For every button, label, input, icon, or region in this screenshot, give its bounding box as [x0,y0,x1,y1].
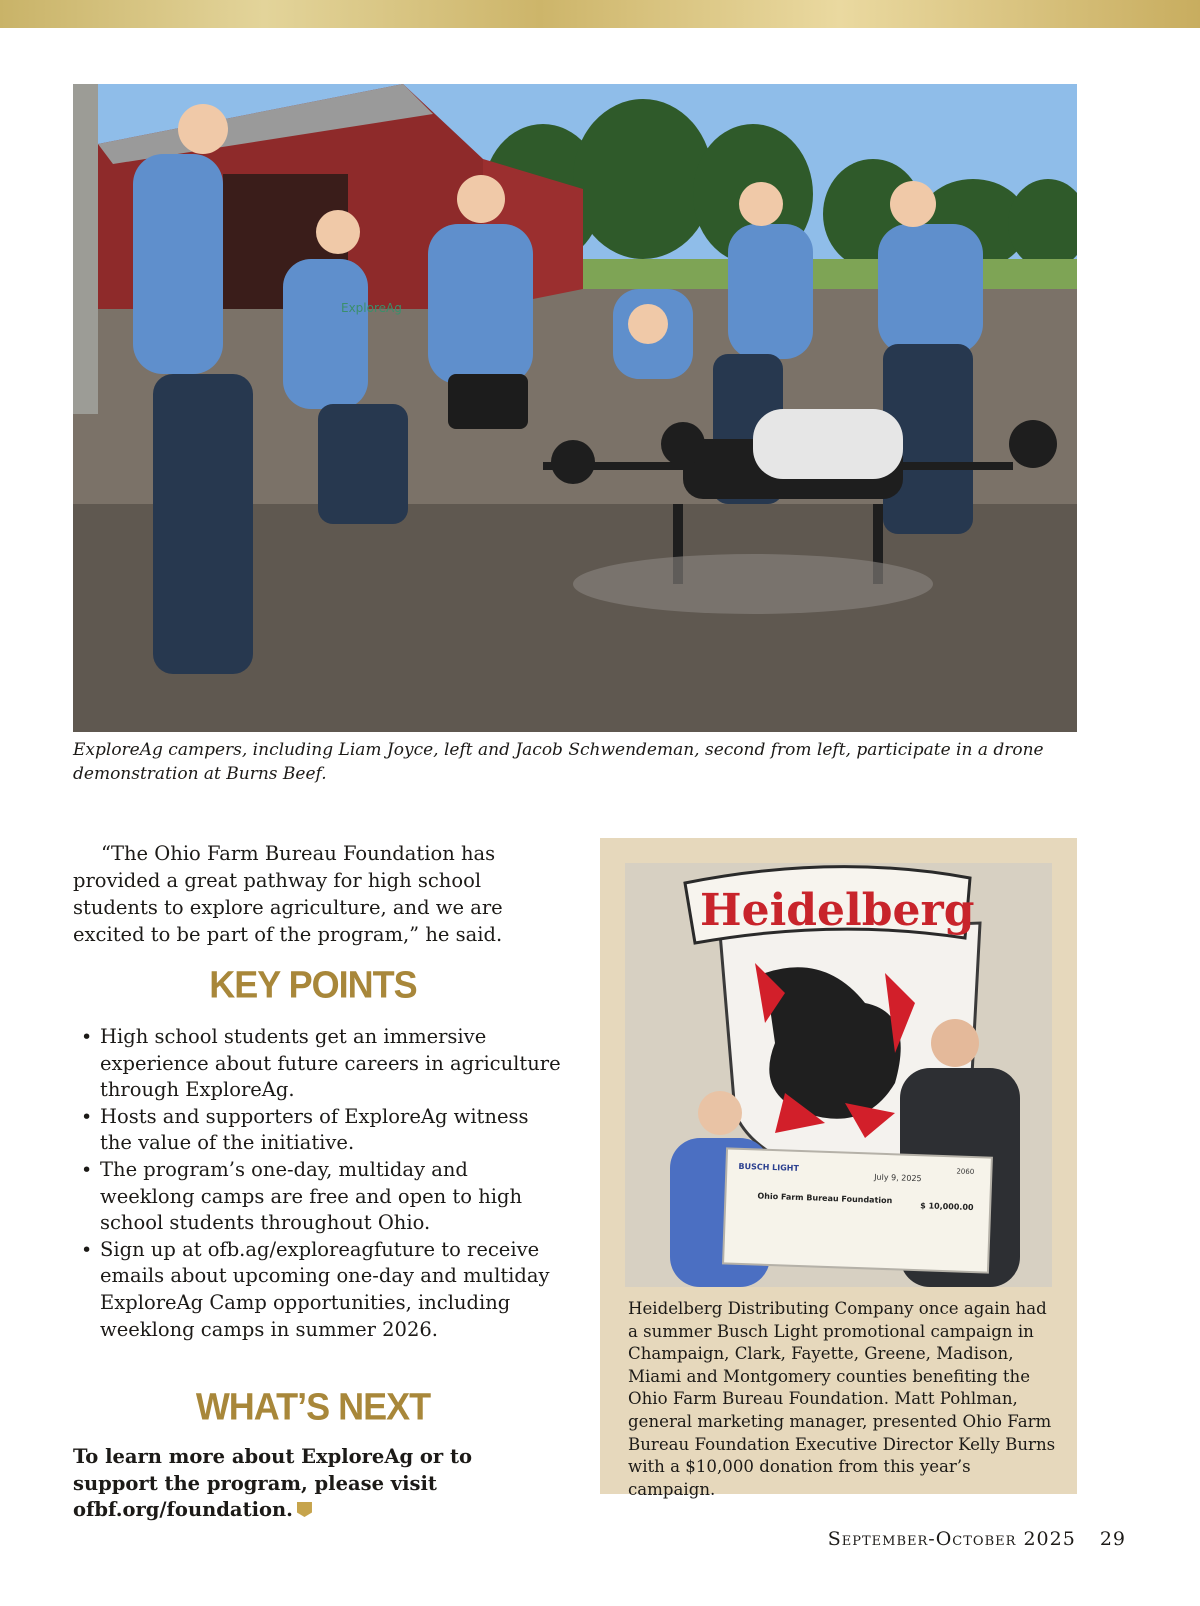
list-item: • Sign up at ofb.ag/exploreagfuture to receive emails about upcoming one-day and multiday ExploreAg Camp opportunities, including weeklong camps in summer 2026. [73,1237,563,1343]
whats-next-heading: WHAT’S NEXT [195,1384,431,1428]
issue-date: September-October 2025 [827,1528,1076,1550]
page-number: 29 [1099,1528,1126,1550]
end-of-story-icon [297,1502,312,1517]
check-payee: Ohio Farm Bureau Foundation [757,1191,893,1206]
heidelberg-sign-text: Heidelberg [700,885,975,936]
check-amount: $ 10,000.00 [920,1201,974,1213]
key-points-heading: KEY POINTS [209,962,417,1006]
check-date: July 9, 2025 [874,1172,922,1184]
list-item: • High school students get an immersive experience about future careers in agriculture through ExploreAg. [73,1024,563,1104]
check-brand: BUSCH LIGHT [738,1161,800,1173]
check-number: 2060 [956,1167,975,1177]
page-footer [828,1528,1126,1550]
top-gold-band [0,0,1200,28]
list-item: • The program’s one-day, multiday and weeklong camps are free and open to high school students throughout Ohio. [73,1157,563,1237]
main-photo-drone-demonstration [73,84,1077,732]
main-photo-caption: ExploreAg campers, including Liam Joyce, left and Jacob Schwendeman, second from left, participate in a drone demonstration at Burns Beef. [73,740,1044,784]
check-presentation-photo [625,863,1052,1287]
key-points-list [73,1024,563,1343]
sidebar-box [600,838,1077,1499]
quote-paragraph: “The Ohio Farm Bureau Foundation has provided a great pathway for high school students to explore agriculture, and we are excited to be part of the program,” he said. [73,842,503,946]
whats-next-text [73,1444,563,1524]
whats-next-body: To learn more about ExploreAg or to support the program, please visit ofbf.org/foundation. [73,1445,472,1521]
list-item: • Hosts and supporters of ExploreAg witness the value of the initiative. [73,1104,563,1157]
main-photo-shirt-label: ExploreAg [341,301,402,315]
sidebar-caption: Heidelberg Distributing Company once again had a summer Busch Light promotional campaign in Champaign, Clark, Fayette, Greene, Madison, Miami and Montgomery counties benefiting the Ohio Farm Bureau Foundation. Matt Pohlman, general marketing manager, presented Ohio Farm Bureau Foundation Executive Director Kelly Burns with a $10,000 donation from this year’s campaign. [628,1299,1056,1499]
